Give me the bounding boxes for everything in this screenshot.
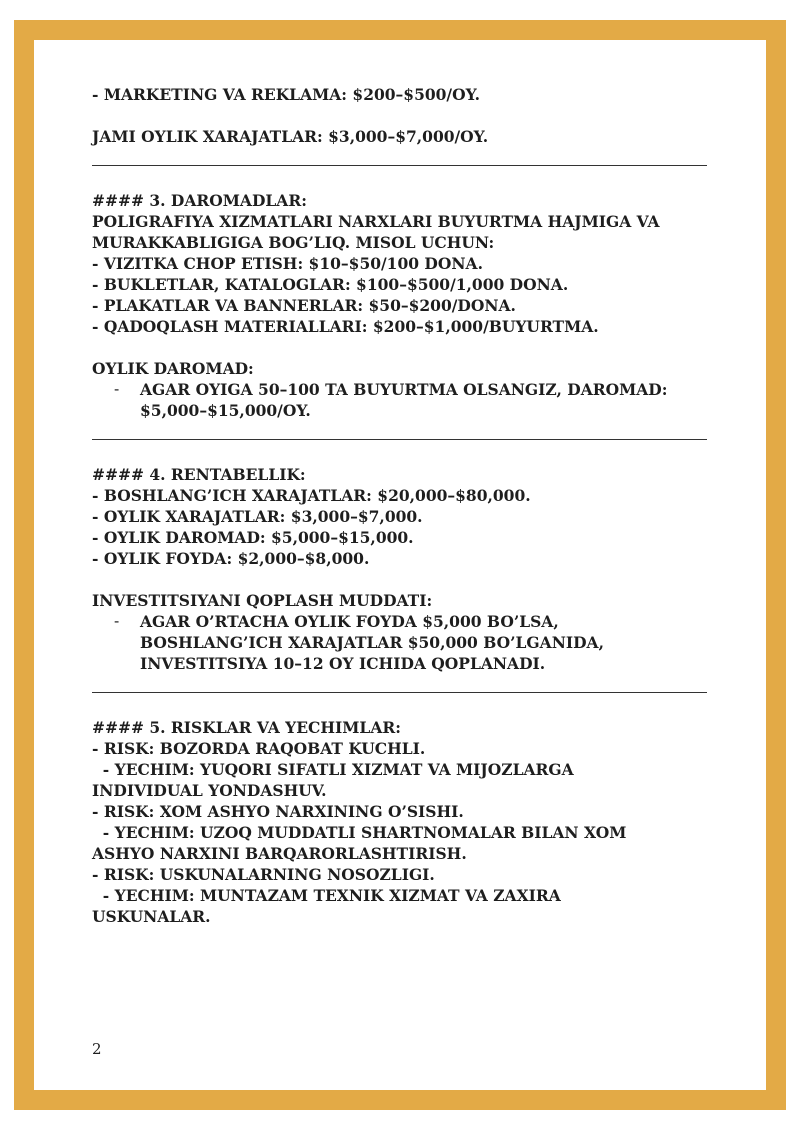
- section-heading-risks: #### 5. RISKLAR VA YECHIMLAR:: [92, 718, 401, 737]
- list-item: - BOSHLANG’ICH XARAJATLAR: $20,000–$80,000.: [92, 486, 531, 505]
- page-number: 2: [92, 1040, 102, 1058]
- divider: [92, 165, 707, 166]
- marketing-line: - MARKETING VA REKLAMA: $200–$500/OY.: [92, 85, 481, 104]
- bullet-dash: -: [114, 380, 120, 398]
- divider: [92, 692, 707, 693]
- bullet-item: [92, 611, 712, 674]
- solution-line: - YECHIM: YUQORI SIFATLI XIZMAT VA MIJOZLARGA: [92, 760, 574, 779]
- section-heading-profitability: #### 4. RENTABELLIK:: [92, 465, 306, 484]
- bullet-text: INVESTITSIYA 10–12 OY ICHIDA QOPLANADI.: [140, 654, 546, 673]
- list-item: - QADOQLASH MATERIALLARI: $200–$1,000/BUYURTMA.: [92, 317, 599, 336]
- solution-line: - YECHIM: UZOQ MUDDATLI SHARTNOMALAR BILAN XOM: [92, 823, 627, 842]
- total-monthly-expenses-line: JAMI OYLIK XARAJATLAR: $3,000–$7,000/OY.: [92, 127, 489, 146]
- risk-line: - RISK: USKUNALARNING NOSOZLIGI.: [92, 865, 435, 884]
- solution-line: USKUNALAR.: [92, 907, 211, 926]
- divider: [92, 439, 707, 440]
- solution-line: - YECHIM: MUNTAZAM TEXNIK XIZMAT VA ZAXIRA: [92, 886, 561, 905]
- bullet-text: AGAR O’RTACHA OYLIK FOYDA $5,000 BO’LSA,: [140, 612, 559, 631]
- section-heading-revenue: #### 3. DAROMADLAR:: [92, 191, 307, 210]
- bullet-text: BOSHLANG’ICH XARAJATLAR $50,000 BO’LGANIDA,: [140, 633, 604, 652]
- risk-line: - RISK: BOZORDA RAQOBAT KUCHLI.: [92, 739, 426, 758]
- bullet-text: $5,000–$15,000/OY.: [140, 401, 311, 420]
- bullet-dash: -: [114, 612, 120, 630]
- bullet-item: [92, 379, 712, 421]
- bullet-text: AGAR OYIGA 50–100 TA BUYURTMA OLSANGIZ, DAROMAD:: [140, 380, 668, 399]
- document-page: [34, 40, 766, 1090]
- list-item: - VIZITKA CHOP ETISH: $10–$50/100 DONA.: [92, 254, 483, 273]
- solution-line: ASHYO NARXINI BARQARORLASHTIRISH.: [92, 844, 467, 863]
- risk-line: - RISK: XOM ASHYO NARXINING O’SISHI.: [92, 802, 464, 821]
- revenue-intro-line: MURAKKABLIGIGA BOG’LIQ. MISOL UCHUN:: [92, 233, 495, 252]
- list-item: - PLAKATLAR VA BANNERLAR: $50–$200/DONA.: [92, 296, 516, 315]
- list-item: - OYLIK DAROMAD: $5,000–$15,000.: [92, 528, 414, 547]
- revenue-intro-line: POLIGRAFIYA XIZMATLARI NARXLARI BUYURTMA HAJMIGA VA: [92, 212, 660, 231]
- list-item: - BUKLETLAR, KATALOGLAR: $100–$500/1,000 DONA.: [92, 275, 569, 294]
- list-item: - OYLIK FOYDA: $2,000–$8,000.: [92, 549, 370, 568]
- payback-period-subheading: INVESTITSIYANI QOPLASH MUDDATI:: [92, 591, 433, 610]
- solution-line: INDIVIDUAL YONDASHUV.: [92, 781, 327, 800]
- list-item: - OYLIK XARAJATLAR: $3,000–$7,000.: [92, 507, 423, 526]
- document-body: [92, 84, 712, 927]
- monthly-revenue-subheading: OYLIK DAROMAD:: [92, 359, 254, 378]
